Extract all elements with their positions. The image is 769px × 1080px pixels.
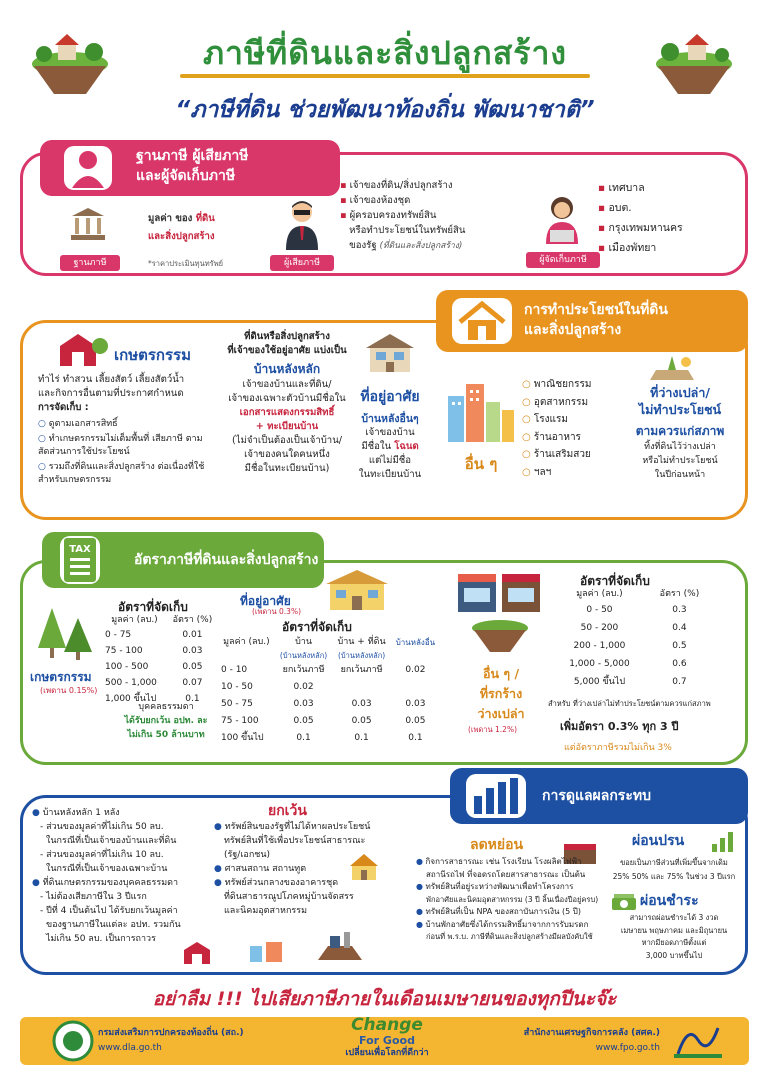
other-house-title: บ้านหลังอื่นๆ xyxy=(361,413,419,425)
tax-base-text2: และสิ่งปลูกสร้าง xyxy=(148,231,215,242)
agri-desc-line: และกิจการอื่นตามที่ประกาศกำหนด xyxy=(38,388,184,399)
relief-title: ผ่อนปรน xyxy=(632,833,685,849)
section3-header: อัตราภาษีที่ดินและสิ่งปลูกสร้าง xyxy=(42,532,324,588)
residence-rate-table xyxy=(218,636,440,747)
tax-base-label: ฐานภาษี xyxy=(60,255,120,271)
government-building-icon xyxy=(68,206,108,242)
footer-right-org: สำนักงานเศรษฐกิจการคลัง (สศค.) xyxy=(523,1028,660,1038)
other-rate-title: อัตราที่จัดเก็บ xyxy=(580,574,650,588)
collector-item: ▪ เมืองพัทยา xyxy=(598,242,657,254)
agri-rules-list xyxy=(38,418,214,487)
payers-list xyxy=(340,178,540,254)
table-row: 200 - 1,000 0.5 xyxy=(573,640,687,651)
collector-item: ▪ เทศบาล xyxy=(598,182,645,194)
table-row: 10 - 50 0.02 xyxy=(221,682,314,692)
page-title: ภาษีที่ดินและสิ่งปลูกสร้าง xyxy=(202,34,568,72)
reduce-title: ลดหย่อน xyxy=(470,837,524,853)
reminder-text: อย่าลืม !!! ไปเสียภาษีภายในเดือนเมษายนของทุกปีนะจ๊ะ xyxy=(152,988,617,1010)
woman-officer-icon xyxy=(542,194,582,244)
list-item: ของฐานภาษีในแต่ละ อปท. รวมกัน xyxy=(46,920,181,930)
section2-header-line2: และสิ่งปลูกสร้าง xyxy=(524,322,622,338)
fpo-logo xyxy=(668,1020,728,1062)
list-item: (รัฐ/เอกชน) xyxy=(224,850,271,860)
shops-icon xyxy=(456,570,542,614)
other-use-item: ○ ร้านเสริมสวย xyxy=(522,449,591,460)
payer-item: ▪ ผู้ครอบครองทรัพย์สิน xyxy=(340,210,437,221)
other-use-item: ○ โรงแรม xyxy=(522,414,568,425)
list-item: ● บ้านพักอาศัยซึ่งได้กรรมสิทธิ์มาจากการรับมรดก xyxy=(416,919,589,929)
agri-rate-table xyxy=(102,614,218,707)
list-item: ไม่เกิน 50 ลบ. เป็นการถาวร xyxy=(46,934,156,944)
tax-base-text-b: ที่ดิน xyxy=(195,213,215,224)
change-for-good-logo: Change For Good เปลี่ยนเพื่อโลกที่ดีกว่า xyxy=(345,1015,429,1058)
list-item: ● กิจการสาธารณะ เช่น โรงเรียน โรงผลิตไฟฟ้า xyxy=(416,857,582,866)
residence-title: ที่อยู่อาศัย xyxy=(360,389,420,405)
agri-desc-line: ทำไร่ ทำสวน เลี้ยงสัตว์ เลี้ยงสัตว์น้ำ xyxy=(38,374,185,385)
table-row: 1,000 ขึ้นไป 0.1 xyxy=(105,693,200,704)
agri-desc-line: การจัดเก็บ : xyxy=(38,402,89,413)
table-row: 75 - 100 0.03 xyxy=(105,645,203,656)
table-row: 1,000 - 5,000 0.6 xyxy=(569,658,687,669)
table-header: มูลค่า (ลบ.) xyxy=(576,589,623,599)
footer-left-org: กรมส่งเสริมการปกครองท้องถิ่น (สถ.) xyxy=(98,1028,244,1038)
section1-header-line2: และผู้จัดเก็บภาษี xyxy=(136,168,236,184)
section2-header-line1: การทำประโยชน์ในที่ดิน xyxy=(524,302,668,318)
table-row: 100 - 500 0.05 xyxy=(105,661,203,672)
footer-right-url[interactable]: www.fpo.go.th xyxy=(595,1043,660,1053)
main-house-relief-list xyxy=(32,806,210,946)
payer-item: ▪ เจ้าของห้องชุด xyxy=(340,195,411,206)
collector-label: ผู้จัดเก็บภาษี xyxy=(526,252,600,268)
table-row: 100 ขึ้นไป 0.1 0.1 0.1 xyxy=(221,733,423,743)
community-icon xyxy=(246,938,286,964)
agri-rule-item: ○ ดูตามเอกสารสิทธิ์ xyxy=(38,419,118,429)
other-use-item: ○ ร้านอาหาร xyxy=(522,431,581,443)
table-row: 5,000 ขึ้นไป 0.7 xyxy=(573,676,687,687)
list-item: ● ที่ดินเกษตรกรรมของบุคคลธรรมดา xyxy=(32,878,179,888)
table-header: บ้าน (บ้านหลังหลัก) xyxy=(279,637,328,660)
list-item: ● ทรัพย์ส่วนกลางของอาคารชุด xyxy=(214,878,339,888)
reduce-list xyxy=(416,856,604,944)
installment-desc: สามารถผ่อนชำระได้ 3 งวด เมษายน พฤษภาคม และมิถุนายน หากมียอดภาษีตั้งแต่ 3,000 บาทขึ้นไป xyxy=(620,913,728,960)
bar-chart-icon xyxy=(466,774,526,818)
residence-intro: ที่ดินหรือสิ่งปลูกสร้าง ที่เจ้าของใช้อยู่อาศัย แบ่งเป็น xyxy=(227,331,347,356)
tax-base-text xyxy=(148,212,268,226)
industrial-estate-icon xyxy=(316,930,364,966)
list-item: ก่อนที่ พ.ร.บ. ภาษีที่ดินและสิ่งปลูกสร้างมีผลบังคับใช้ xyxy=(426,932,593,941)
rate-increase: เพิ่มอัตรา 0.3% ทุก 3 ปี xyxy=(560,720,679,733)
list-item: ● ทรัพย์สินที่อยู่ระหว่างพัฒนาเพื่อทำโครงการ xyxy=(416,882,574,891)
temple-icon xyxy=(344,852,384,882)
list-item: - ส่วนของมูลค่าที่ไม่เกิน 50 ลบ. xyxy=(40,822,164,832)
vacant-title: ที่ว่างเปล่า/ ไม่ทำประโยชน์ xyxy=(638,385,722,417)
list-item: ● ทรัพย์สินของรัฐที่ไม่ได้หาผลประโยชน์ xyxy=(214,822,371,832)
table-header: มูลค่า (ลบ.) xyxy=(223,637,270,647)
list-item: - ไม่ต้องเสียภาษีใน 3 ปีแรก xyxy=(40,892,147,902)
trees-icon xyxy=(34,604,98,660)
vacant-subtitle: ตามควรแก่สภาพ xyxy=(635,424,725,438)
installment-title: ผ่อนชำระ xyxy=(640,893,699,909)
table-header: มูลค่า (ลบ.) xyxy=(111,615,158,625)
tax-base-text-a: มูลค่า ของ xyxy=(148,213,196,224)
vacant-land-icon xyxy=(648,352,696,382)
other-use-item: ○ ฯลฯ xyxy=(522,466,552,478)
growth-chart-icon xyxy=(710,830,738,854)
table-row: 0 - 75 0.01 xyxy=(105,629,203,640)
footer-left-url[interactable]: www.dla.go.th xyxy=(98,1043,162,1053)
table-row: 50 - 200 0.4 xyxy=(580,622,687,633)
list-item: และนิคมอุตสาหกรรม xyxy=(224,906,308,916)
list-item: ● ศาสนสถาน สถานทูต xyxy=(214,864,307,874)
person-icon xyxy=(64,146,112,190)
residence-rate-max: (เพดาน 0.3%) xyxy=(252,607,302,616)
collector-item: ▪ กรุงเทพมหานคร xyxy=(598,222,683,234)
list-item: - ปีที่ 4 เป็นต้นไป ได้รับยกเว้นมูลค่า xyxy=(40,906,178,916)
section4-header: การดูแลผลกระทบ xyxy=(450,768,748,824)
slogan: “ภาษีที่ดิน ช่วยพัฒนาท้องถิ่น พัฒนาชาติ” xyxy=(175,97,595,123)
rate-increase-note: แต่อัตราภาษีรวมไม่เกิน 3% xyxy=(564,743,672,753)
relief-desc: ขอยเป็นภาษีส่วนที่เพิ่มขึ้นจากเดิม 25% 50% และ 75% ในช่วง 3 ปีแรก xyxy=(612,858,736,881)
list-item: พักอาศัยและนิคมอุตสาหกรรม (3 ปี ลิ้นเนื่องปีอยู่ครบ) xyxy=(426,894,599,904)
list-item: ทรัพย์สินที่ใช้เพื่อประโยชน์สาธารณะ xyxy=(224,836,366,846)
agri-rule-item: ○ รวมถึงที่ดินและสิ่งปลูกสร้าง ต่อเนื่องที่ใช้สำหรับเกษตรกรรม xyxy=(38,462,205,485)
other-rate-table xyxy=(552,588,712,691)
tax-payer-label: ผู้เสียภาษี xyxy=(270,255,334,271)
city-buildings-icon xyxy=(444,376,518,446)
floating-island-right xyxy=(652,28,736,100)
other-use-item: ○ พาณิชยกรรม xyxy=(522,379,592,390)
tax-base-note: *ราคาประเมินทุนทรัพย์ xyxy=(148,259,224,268)
section1-header-line1: ฐานภาษี ผู้เสียภาษี xyxy=(136,148,249,164)
list-item: สถานีรถไฟ ที่จอดรถโดยสารสาธารณะ เป็นต้น xyxy=(426,869,586,879)
table-row: 0 - 50 0.3 xyxy=(586,604,687,615)
other-rate-name: อื่น ๆ / ที่รกร้าง ว่างเปล่า xyxy=(477,666,525,721)
dla-logo xyxy=(52,1020,94,1062)
list-item: ● บ้านหลังหลัก 1 หลัง xyxy=(32,808,120,818)
other-use-item: ○ อุตสาหกรรม xyxy=(522,396,589,408)
dirt-island-icon xyxy=(470,618,530,654)
list-item: ที่ดินสาธารณูปโภคหมู่บ้านจัดสรร xyxy=(224,892,354,902)
list-item: ในกรณีที่เป็นเจ้าของเฉพาะบ้าน xyxy=(46,864,168,874)
other-rate-note: สำหรับ ที่ว่างเปล่าไม่ทำประโยชน์ตามควรแก่สภาพ xyxy=(548,699,711,708)
table-row: 0 - 10 ยกเว้นภาษี ยกเว้นภาษี 0.02 xyxy=(221,665,426,675)
payer-item: หรือทำประโยชน์ในทรัพย์สิน xyxy=(349,225,466,236)
table-row: 500 - 1,000 0.07 xyxy=(105,677,203,688)
list-item: ในกรณีที่เป็นเจ้าของบ้านและที่ดิน xyxy=(46,836,177,846)
payer-item: ของรัฐ (ที่ดินและสิ่งปลูกสร้าง) xyxy=(349,240,463,251)
agri-rate-title: อัตราที่จัดเก็บ xyxy=(118,600,188,614)
title-underline xyxy=(180,74,590,78)
residence-rate-title: อัตราที่จัดเก็บ xyxy=(282,620,352,634)
floating-island-left xyxy=(28,28,112,100)
agri-rate-max: (เพดาน 0.15%) xyxy=(40,686,98,695)
small-barn-icon xyxy=(182,940,212,966)
main-house-desc: เจ้าของบ้านและที่ดิน/ เจ้าของเฉพาะตัวบ้านมีชื่อใน เอกสารแสดงกรรมสิทธิ์ + ทะเบียนบ้าน (ไม่จำเป็นต้องเป็นเจ้าบ้าน/ เจ้าของคนใดคนหนึ่ง มีชื่อในทะเบียนบ้าน) xyxy=(228,379,346,474)
agri-rate-name: เกษตรกรรม xyxy=(30,670,92,684)
other-house-desc: เจ้าของบ้าน มีชื่อใน โฉนด แต่ไม่มีชื่อ ในทะเบียนบ้าน xyxy=(358,427,422,480)
house-icon xyxy=(452,298,512,344)
exempt-title: ยกเว้น xyxy=(268,803,307,819)
agri-rule-item: ○ ทำเกษตรกรรมไม่เต็มพื้นที่ เสียภาษี ตามสัดส่วนการใช้ประโยชน์ xyxy=(38,434,203,457)
list-item: - ส่วนของมูลค่าที่ไม่เกิน 10 ลบ. xyxy=(40,850,164,860)
table-row: 75 - 100 0.05 0.05 0.05 xyxy=(221,716,426,726)
table-header: บ้านหลังอื่น xyxy=(395,638,436,647)
table-header: อัตรา (%) xyxy=(659,589,700,599)
barn-icon xyxy=(56,330,108,368)
table-row: 50 - 75 0.03 0.03 0.03 xyxy=(221,699,426,709)
table-header: อัตรา (%) xyxy=(172,615,213,625)
other-use-title: อื่น ๆ xyxy=(464,455,498,473)
residence-rate-house-icon xyxy=(322,566,392,612)
main-house-title: บ้านหลังหลัก xyxy=(253,362,321,376)
agri-rate-note: บุคคลธรรมดา ได้รับยกเว้น อปท. ละ ไม่เกิน 50 ล้านบาท xyxy=(124,702,208,740)
tax-icon-label: TAX xyxy=(69,544,91,555)
residence-rate-name: ที่อยู่อาศัย xyxy=(240,594,291,608)
money-stack-icon xyxy=(610,890,638,912)
collector-item: ▪ อบต. xyxy=(598,202,632,214)
agri-description xyxy=(38,373,218,415)
payer-item: ▪ เจ้าของที่ดิน/สิ่งปลูกสร้าง xyxy=(340,180,453,191)
other-rate-max: (เพดาน 1.2%) xyxy=(468,725,518,734)
businessman-icon xyxy=(282,198,322,250)
two-storey-house-icon xyxy=(362,330,418,374)
other-use-list xyxy=(522,376,618,481)
list-item: ● ทรัพย์สินที่เป็น NPA ของสถาบันการเงิน (5 ปี) xyxy=(416,907,582,916)
collectors-list xyxy=(598,178,738,258)
agri-title: เกษตรกรรม xyxy=(114,346,191,364)
table-header: บ้าน + ที่ดิน (บ้านหลังหลัก) xyxy=(337,637,386,660)
vacant-desc: ทิ้งที่ดินไว้ว่างเปล่า หรือไม่ทำประโยชน์ ในปีก่อนหน้า xyxy=(642,442,718,480)
